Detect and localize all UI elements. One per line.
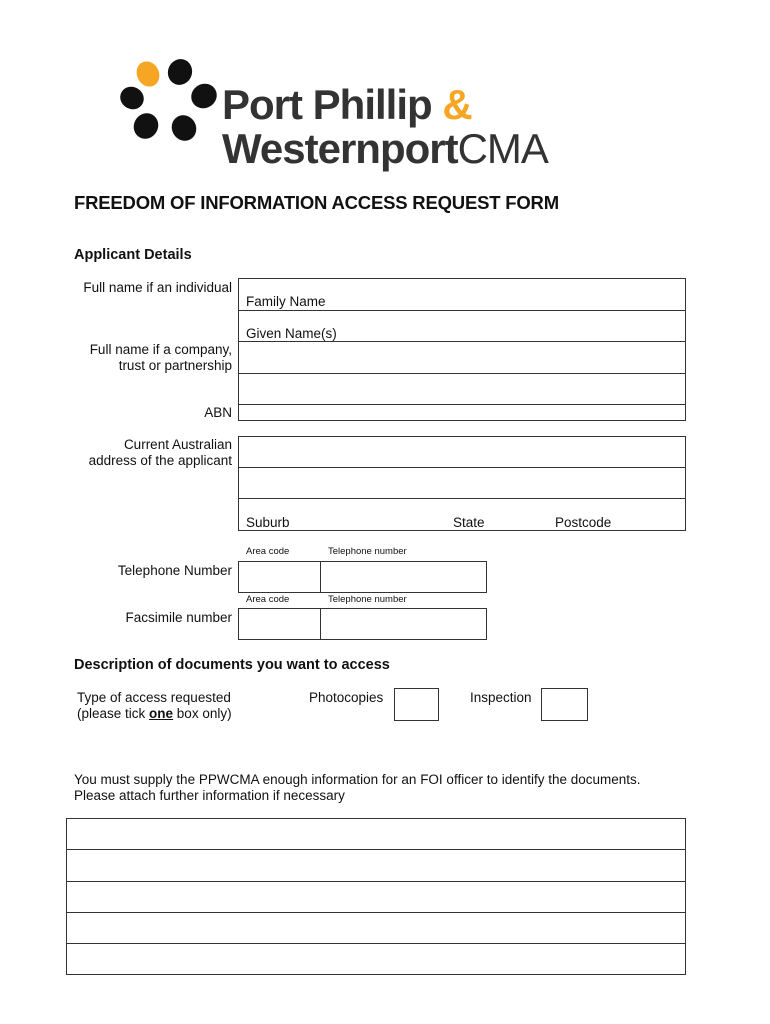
- access-type-line-2: [77, 706, 232, 722]
- access-type-post: box only): [173, 706, 232, 721]
- telephone-number-field[interactable]: [321, 562, 486, 592]
- company-name-divider: [238, 373, 686, 374]
- address-divider-2: [238, 498, 686, 499]
- abn-label: ABN: [204, 405, 232, 420]
- instruction-text: [74, 772, 641, 804]
- documents-heading: Description of documents you want to access: [74, 657, 390, 673]
- given-names-label: Given Name(s): [246, 326, 337, 341]
- state-label: State: [453, 515, 485, 530]
- access-type-emphasis: one: [149, 706, 174, 721]
- inspection-label: Inspection: [470, 690, 532, 705]
- logo-name-1: Port Phillip: [222, 81, 432, 128]
- applicant-details-heading: Applicant Details: [74, 247, 192, 263]
- abn-field[interactable]: [238, 404, 686, 421]
- company-label-line-2: trust or partnership: [118, 358, 232, 373]
- telephone-area-code-field[interactable]: [239, 562, 320, 592]
- given-names-field[interactable]: [238, 311, 686, 341]
- telephone-label: Telephone Number: [117, 563, 232, 578]
- fax-area-code-caption: Area code: [246, 594, 290, 605]
- postcode-label: Postcode: [555, 515, 612, 530]
- access-type-line-1: Type of access requested: [77, 690, 231, 705]
- suburb-label: Suburb: [246, 515, 290, 530]
- address-label: [40, 437, 232, 469]
- logo-petal-bottom-right: [167, 111, 201, 146]
- logo-petal-top-left: [133, 58, 164, 90]
- description-line-2: [66, 881, 686, 882]
- access-type-pre: (please tick: [77, 706, 150, 721]
- logo-petal-left: [118, 82, 148, 113]
- address-divider-1: [238, 467, 686, 468]
- logo-petals-icon: [118, 58, 222, 146]
- logo-petal-bottom-left: [129, 109, 163, 144]
- description-line-4: [66, 943, 686, 944]
- company-name-label: [40, 342, 232, 374]
- logo-line-1: [222, 81, 472, 128]
- logo-petal-top-right: [164, 58, 195, 88]
- form-title: FREEDOM OF INFORMATION ACCESS REQUEST FORM: [74, 192, 559, 213]
- family-name-field[interactable]: [238, 279, 686, 310]
- phone-number-caption: Telephone number: [328, 546, 407, 557]
- inspection-checkbox[interactable]: [541, 688, 588, 721]
- address-label-line-2: address of the applicant: [88, 453, 232, 468]
- logo-cma: CMA: [457, 125, 548, 172]
- logo-petal-right: [187, 79, 222, 113]
- family-name-label: Family Name: [246, 294, 326, 309]
- description-line-1: [66, 849, 686, 850]
- access-type-label: [77, 690, 232, 722]
- address-label-line-1: Current Australian: [123, 437, 232, 452]
- fax-area-code-field[interactable]: [239, 609, 320, 639]
- phone-area-code-caption: Area code: [246, 546, 290, 557]
- photocopies-label: Photocopies: [309, 690, 384, 705]
- fax-label: Facsimile number: [125, 610, 232, 625]
- fax-number-field[interactable]: [321, 609, 486, 639]
- instruction-line-2: Please attach further information if necessary: [74, 788, 345, 803]
- description-box[interactable]: [66, 818, 686, 975]
- logo-ampersand: &: [442, 81, 472, 128]
- fax-number-caption: Telephone number: [328, 594, 407, 605]
- description-line-3: [66, 912, 686, 913]
- photocopies-checkbox[interactable]: [394, 688, 439, 721]
- company-label-line-1: Full name if a company,: [89, 342, 232, 357]
- logo-name-2: Westernport: [222, 125, 458, 172]
- logo-line-2: [222, 125, 548, 172]
- instruction-line-1: You must supply the PPWCMA enough information for an FOI officer to identify the documents.: [74, 772, 641, 787]
- individual-name-label: Full name if an individual: [83, 280, 232, 295]
